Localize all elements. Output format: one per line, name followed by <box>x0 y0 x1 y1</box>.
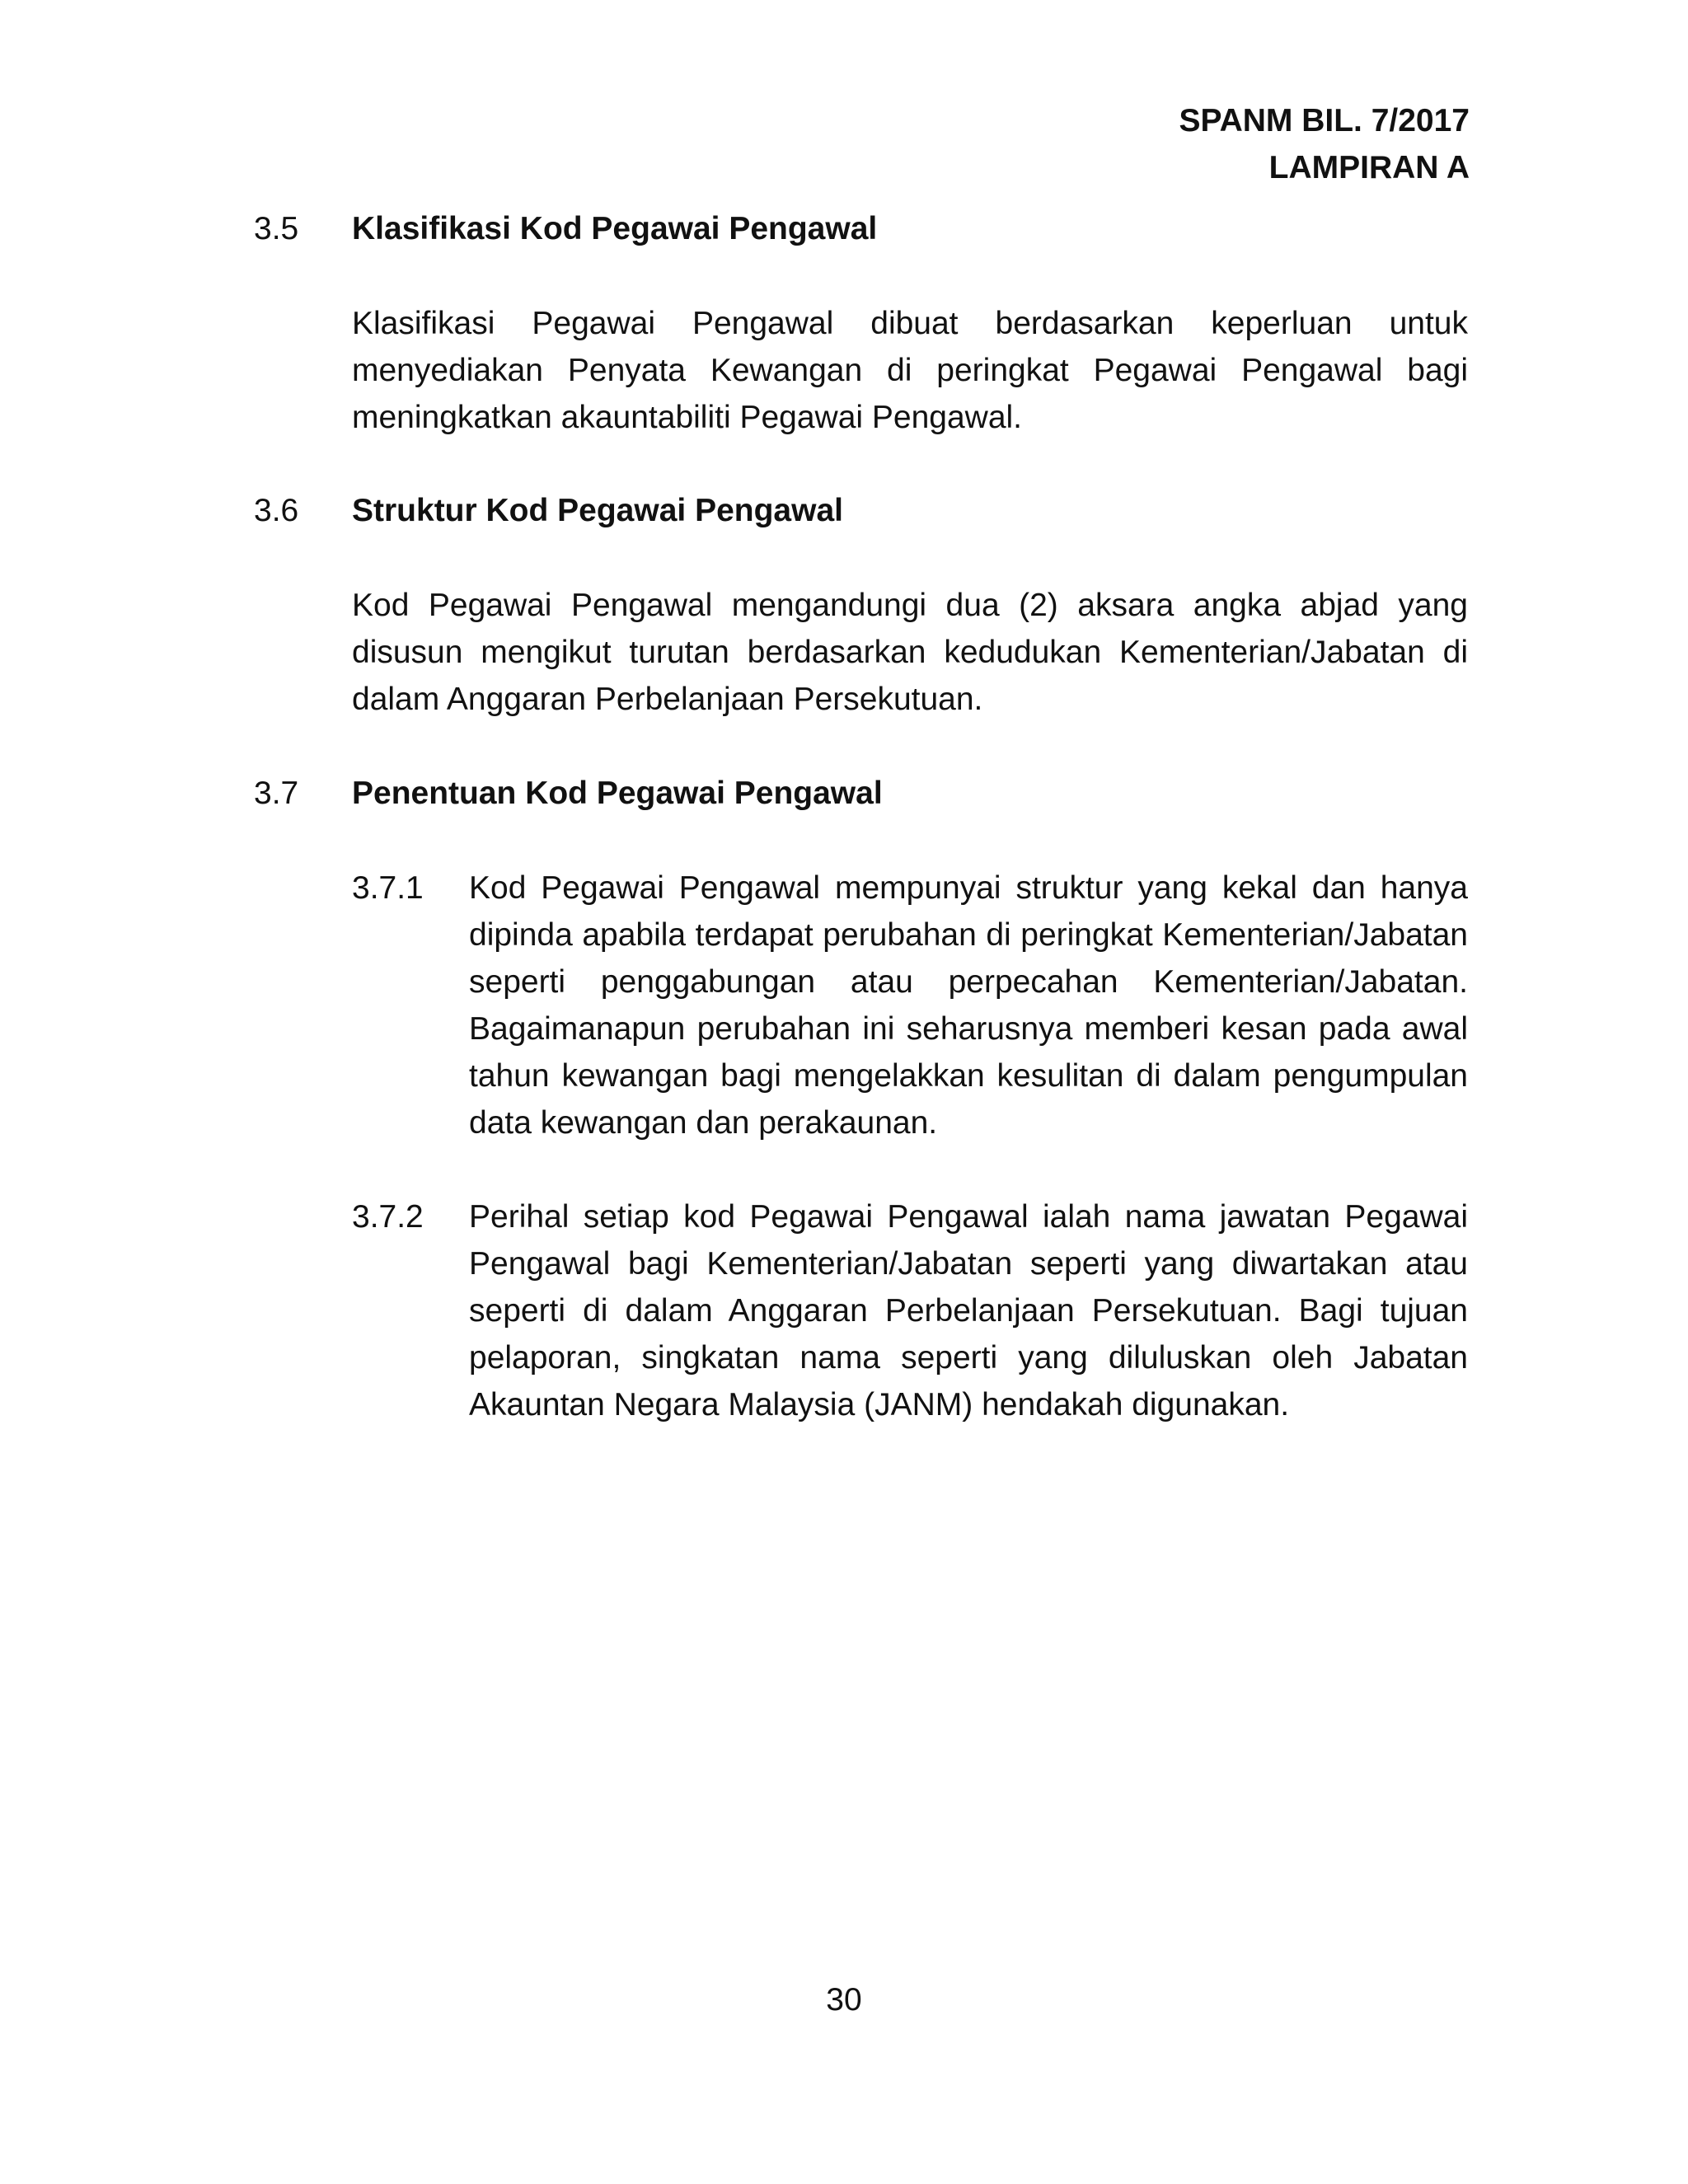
section-title: Klasifikasi Kod Pegawai Pengawal <box>352 211 878 246</box>
circular-reference: SPANM BIL. 7/2017 <box>1179 103 1470 138</box>
section-paragraph: Kod Pegawai Pengawal mengandungi dua (2) aksara angka abjad yang disusun mengikut turutan berdasarkan kedudukan Kementerian/Jabatan di dalam Anggaran Perbelanjaan Persekutuan. <box>352 588 1468 717</box>
subsection-text: Perihal setiap kod Pegawai Pengawal ialah nama jawatan Pegawai Pengawal bagi Kementerian/Jabatan seperti yang diwartakan atau seperti di dalam Anggaran Perbelanjaan Persekutuan. Bagi tujuan pelaporan, singkatan nama seperti yang diluluskan oleh Jabatan Akauntan Negara Malaysia (JANM) hendakah digunakan. <box>469 1199 1468 1422</box>
appendix-label: LAMPIRAN A <box>1268 150 1470 185</box>
section-number: 3.6 <box>254 493 299 528</box>
section-heading <box>254 205 1468 252</box>
page-number: 30 <box>826 1982 862 2018</box>
section-title: Penentuan Kod Pegawai Pengawal <box>352 776 883 811</box>
section-number: 3.5 <box>254 211 299 246</box>
subsection-text: Kod Pegawai Pengawal mempunyai struktur yang kekal dan hanya dipinda apabila terdapat perubahan di peringkat Kementerian/Jabatan seperti penggabungan atau perpecahan Kementerian/Jabatan. Bagaimanapun perubahan ini seharusnya memberi kesan pada awal tahun kewangan bagi mengelakkan kesulitan di dalam pengumpulan data kewangan dan perakaunan. <box>469 870 1468 1141</box>
section-3-7 <box>254 770 1468 1428</box>
subsection-3-7-1 <box>352 865 1468 1146</box>
section-heading <box>254 770 1468 817</box>
section-3-6 <box>254 487 1468 723</box>
section-3-5 <box>254 205 1468 441</box>
section-heading <box>254 487 1468 534</box>
section-paragraph: Klasifikasi Pegawai Pengawal dibuat berdasarkan keperluan untuk menyediakan Penyata Kewangan di peringkat Pegawai Pengawal bagi meningkatkan akauntabiliti Pegawai Pengawal. <box>352 306 1468 435</box>
section-title: Struktur Kod Pegawai Pengawal <box>352 493 843 528</box>
subsection-number: 3.7.1 <box>352 870 424 906</box>
subsection-number: 3.7.2 <box>352 1199 424 1235</box>
section-number: 3.7 <box>254 776 299 811</box>
subsection-3-7-2 <box>352 1193 1468 1428</box>
document-header <box>1179 97 1470 191</box>
